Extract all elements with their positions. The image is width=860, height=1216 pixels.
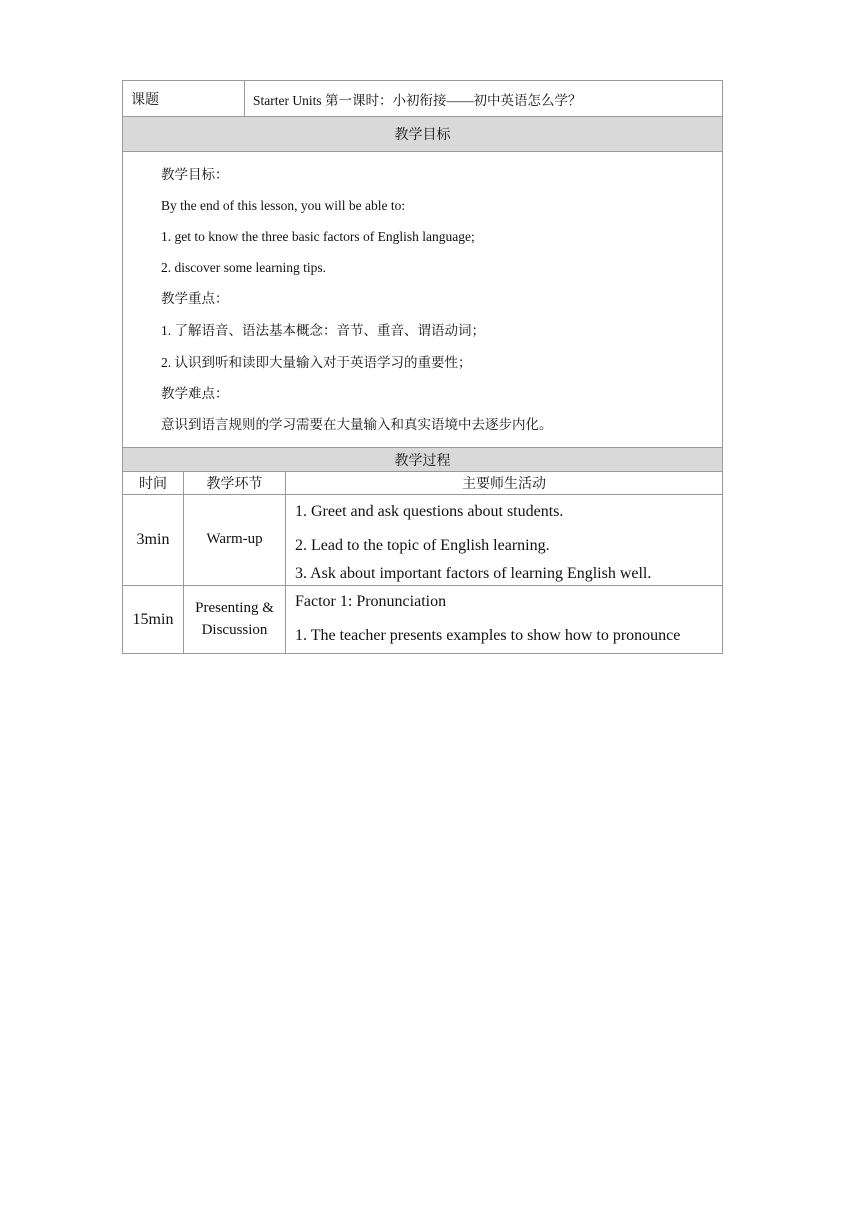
stage-cell: Warm-up [184, 495, 286, 586]
column-header-stage: 教学环节 [184, 472, 286, 495]
column-header-activities: 主要师生活动 [286, 472, 723, 495]
time-cell: 3min [123, 495, 184, 586]
key-points-line: 1. 了解语音、语法基本概念：音节、重音、谓语动词； [161, 322, 485, 338]
process-column-header-row [123, 472, 723, 495]
topic-label: 课题 [123, 81, 245, 117]
stage-line: Presenting & [195, 599, 274, 616]
activity-item: 1. Greet and ask questions about students. [295, 503, 564, 520]
activity-item: 3. Ask about important factors of learning English well. [295, 565, 652, 582]
lesson-plan-table [122, 80, 723, 654]
objectives-line: By the end of this lesson, you will be able to: [161, 198, 406, 214]
objectives-line: 2. discover some learning tips. [161, 260, 326, 276]
process-row-presenting [123, 586, 723, 654]
topic-row [123, 81, 723, 117]
objectives-header-row [123, 117, 723, 152]
activities-cell [286, 495, 723, 586]
process-header-row [123, 448, 723, 472]
activities-cell [286, 586, 723, 654]
difficulties-heading: 教学难点： [161, 386, 229, 402]
key-points-heading: 教学重点： [161, 291, 229, 307]
stage-line: Discussion [201, 621, 268, 638]
activity-item: 1. The teacher presents examples to show how to pronounce [295, 627, 681, 644]
topic-value: Starter Units 第一课时：小初衔接——初中英语怎么学？ [245, 81, 723, 117]
process-row-warmup [123, 495, 723, 586]
activity-item: 2. Lead to the topic of English learning. [295, 537, 550, 554]
difficulties-line: 意识到语言规则的学习需要在大量输入和真实语境中去逐步内化。 [161, 417, 553, 433]
objectives-row [123, 152, 723, 448]
objectives-line: 1. get to know the three basic factors of English language; [161, 229, 475, 245]
objectives-section-title: 教学目标 [123, 117, 723, 152]
key-points-line: 2. 认识到听和读即大量输入对于英语学习的重要性； [161, 354, 472, 370]
activity-item: Factor 1: Pronunciation [295, 593, 447, 610]
process-section-title: 教学过程 [123, 448, 723, 472]
objectives-heading: 教学目标： [161, 167, 229, 183]
stage-cell [184, 586, 286, 654]
column-header-time: 时间 [123, 472, 184, 495]
time-cell: 15min [123, 586, 184, 654]
objectives-content [123, 152, 723, 448]
